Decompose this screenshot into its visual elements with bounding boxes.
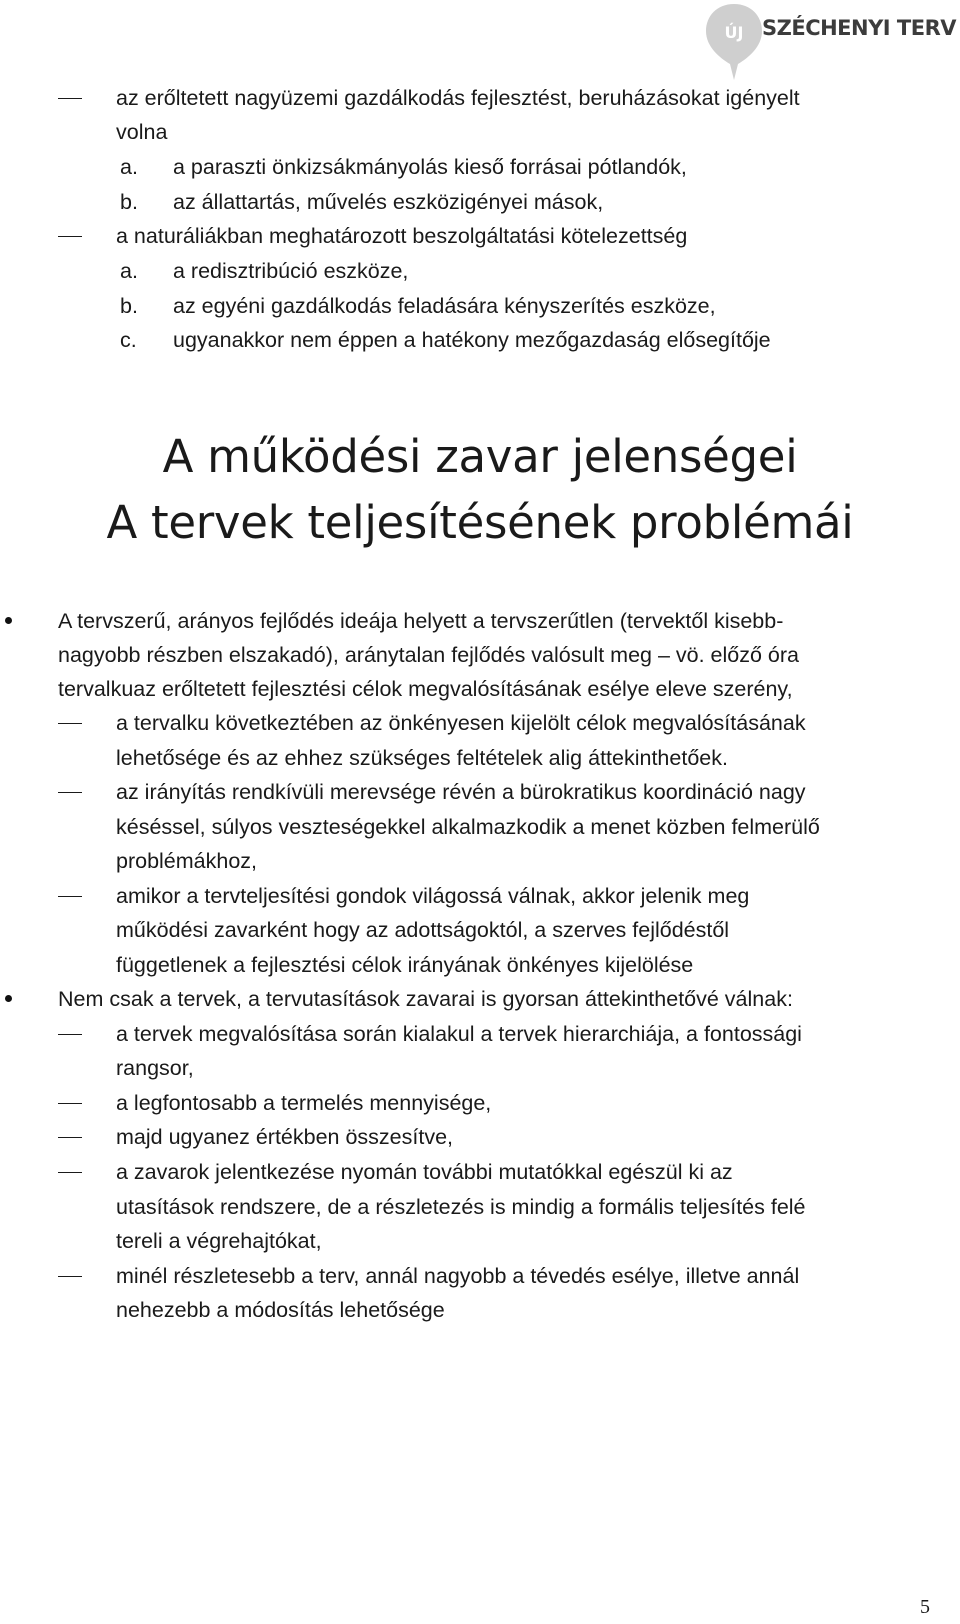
text-line: működési zavarként hogy az adottságoktól, a szerves fejlődéstől — [116, 918, 730, 942]
text-line: függetlenek a fejlesztési célok irányának önkényes kijelölése — [116, 953, 694, 977]
text-line: nagyobb részben elszakadó), aránytalan fejlődés valósult meg – vö. előző óra — [58, 643, 800, 667]
text-line: utasítások rendszere, de a részletezés is mindig a formális teljesítés felé — [116, 1195, 806, 1219]
dash-marker — [58, 236, 82, 237]
dash-marker — [58, 723, 82, 724]
text-line: volna — [116, 120, 168, 144]
bullet-icon — [5, 995, 12, 1002]
text-line: rangsor, — [116, 1056, 194, 1080]
text-line: az erőltetett nagyüzemi gazdálkodás fejlesztést, beruházásokat igényelt — [116, 86, 800, 110]
dash-marker — [58, 1103, 82, 1104]
text-line: az irányítás rendkívüli merevsége révén a bürokratikus koordináció nagy — [116, 780, 806, 804]
text-line: Nem csak a tervek, a tervutasítások zavarai is gyorsan áttekinthetővé válnak: — [58, 987, 793, 1011]
text-line: amikor a tervteljesítési gondok világossá válnak, akkor jelenik meg — [116, 884, 750, 908]
list-marker: a. — [120, 259, 138, 283]
logo-name: SZÉCHENYI TERV — [762, 16, 957, 40]
dash-marker — [58, 896, 82, 897]
section-heading-line2: A tervek teljesítésének problémái — [106, 496, 854, 549]
text-line: a tervalku következtében az önkényesen kijelölt célok megvalósításának — [116, 711, 806, 735]
dash-marker — [58, 1034, 82, 1035]
section-heading-line1: A működési zavar jelenségei — [162, 430, 798, 483]
text-line: késéssel, súlyos veszteségekkel alkalmazkodik a menet közben felmerülő — [116, 815, 820, 839]
text-line: a legfontosabb a termelés mennyisége, — [116, 1091, 492, 1115]
szechenyi-terv-logo — [704, 0, 960, 82]
text-line: az állattartás, művelés eszközigényei mások, — [173, 190, 604, 214]
text-line: ugyanakkor nem éppen a hatékony mezőgazdaság elősegítője — [173, 328, 771, 352]
text-line: a tervek megvalósítása során kialakul a tervek hierarchiája, a fontossági — [116, 1022, 802, 1046]
page-number: 5 — [920, 1596, 930, 1618]
text-line: a redisztribúció eszköze, — [173, 259, 409, 283]
list-marker: b. — [120, 190, 138, 214]
text-line: majd ugyanez értékben összesítve, — [116, 1125, 454, 1149]
logo-icon-text: ÚJ — [724, 23, 744, 42]
dash-marker — [58, 1137, 82, 1138]
text-line: az egyéni gazdálkodás feladására kényszerítés eszköze, — [173, 294, 716, 318]
text-line: a naturáliákban meghatározott beszolgáltatási kötelezettség — [116, 224, 688, 248]
dash-marker — [58, 98, 82, 99]
list-marker: c. — [120, 328, 137, 352]
text-line: nehezebb a módosítás lehetősége — [116, 1298, 445, 1322]
text-line: tervalkuaz erőltetett fejlesztési célok megvalósításának esélye eleve szerény, — [58, 677, 793, 701]
text-line: A tervszerű, arányos fejlődés ideája helyett a tervszerűtlen (tervektől kisebb- — [58, 609, 784, 633]
text-line: a zavarok jelentkezése nyomán további mutatókkal egészül ki az — [116, 1160, 733, 1184]
dash-marker — [58, 792, 82, 793]
dash-marker — [58, 1172, 82, 1173]
dash-marker — [58, 1276, 82, 1277]
text-line: problémákhoz, — [116, 849, 258, 873]
text-line: tereli a végrehajtókat, — [116, 1229, 322, 1253]
text-line: lehetősége és az ehhez szükséges feltételek alig áttekinthetőek. — [116, 746, 728, 770]
text-line: a paraszti önkizsákmányolás kieső forrásai pótlandók, — [173, 155, 687, 179]
logo-pin-icon — [704, 0, 960, 82]
bullet-icon — [5, 617, 12, 624]
text-line: minél részletesebb a terv, annál nagyobb a tévedés esélye, illetve annál — [116, 1264, 800, 1288]
list-marker: a. — [120, 155, 138, 179]
list-marker: b. — [120, 294, 138, 318]
